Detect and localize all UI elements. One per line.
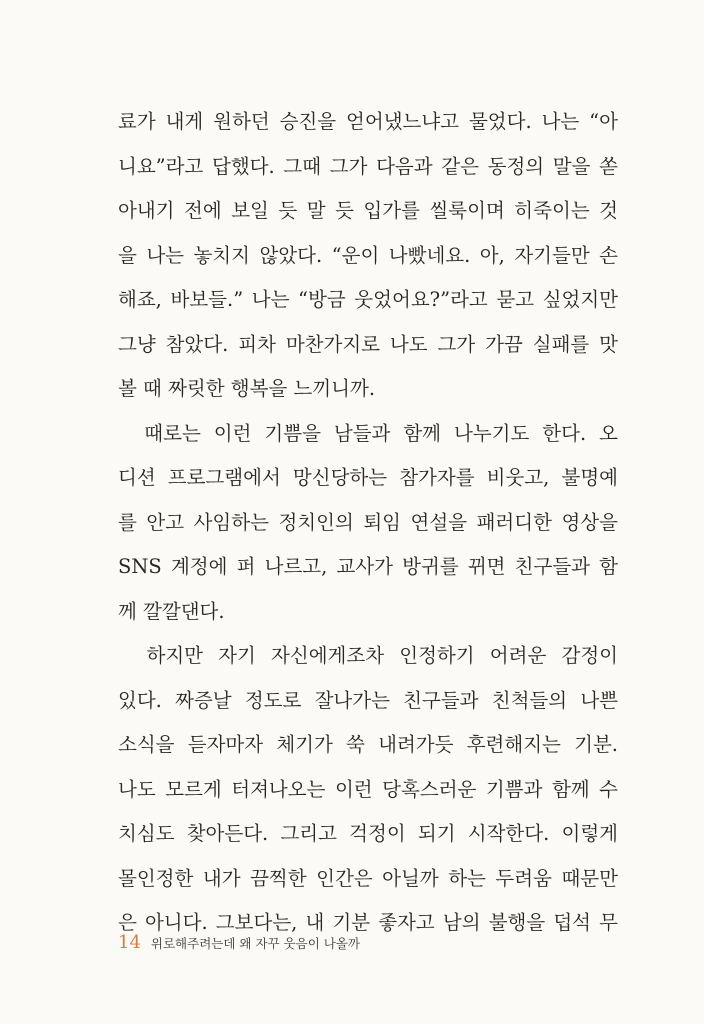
text-line: 있다. 짜증날 정도로 잘나가는 친구들과 친척들의 나쁜 [118,688,618,712]
text-line: 때로는 이런 기쁨을 남들과 함께 나누기도 한다. 오 [118,421,618,445]
text-line: 료가 내게 원하던 승진을 얻어냈느냐고 물었다. 나는 “아 [118,110,618,133]
text-line: 디션 프로그램에서 망신당하는 참가자를 비웃고, 불명예 [118,466,618,489]
text-line: 그냥 참았다. 피차 마찬가지로 나도 그가 가끔 실패를 맛 [118,332,618,356]
text-line: 아내기 전에 보일 듯 말 듯 입가를 씰룩이며 히죽이는 것 [118,199,618,222]
text-line: 나도 모르게 터져나오는 이런 당혹스러운 기쁨과 함께 수 [118,777,618,801]
text-line: 를 안고 사임하는 정치인의 퇴임 연설을 패러디한 영상을 [118,510,618,534]
text-line: 치심도 찾아든다. 그리고 걱정이 되기 시작한다. 이렇게 [118,822,618,845]
text-line: 께 깔깔댄다. [118,599,225,623]
text-line: 소식을 듣자마자 체기가 쑥 내려가듯 후련해지는 기분. [118,733,618,756]
text-line: 을 나는 놓치지 않았다. “운이 나빴네요. 아, 자기들만 손 [118,243,618,267]
text-line: 몰인정한 내가 끔찍한 인간은 아닐까 하는 두려움 때문만 [118,866,618,890]
text-line: 니요”라고 답했다. 그때 그가 다음과 같은 동정의 말을 쏟 [118,154,618,178]
text-line: 해죠, 바보들.” 나는 “방금 웃었어요?”라고 묻고 싶었지만 [118,288,618,311]
body-text [118,100,618,946]
text-line: 볼 때 짜릿한 행복을 느끼니까. [118,377,376,400]
text-line: 은 아니다. 그보다는, 내 기분 좋자고 남의 불행을 덥석 무 [118,911,618,934]
running-title: 위로해주려는데 왜 자꾸 웃음이 나올까 [150,936,361,951]
page-number: 14 [118,932,141,953]
text-line: SNS 계정에 퍼 나르고, 교사가 방귀를 뀌면 친구들과 함 [118,555,618,578]
text-line: 하지만 자기 자신에게조차 인정하기 어려운 감정이 [118,644,618,667]
page-footer [118,932,360,954]
